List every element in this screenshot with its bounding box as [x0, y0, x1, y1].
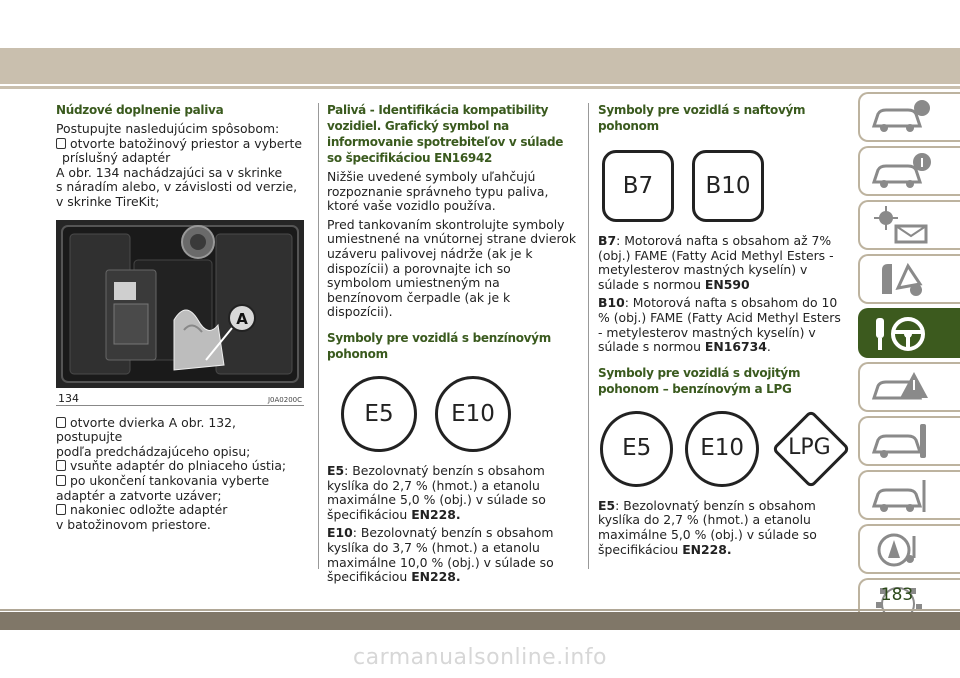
- column-divider-2: [588, 103, 589, 569]
- checkbox-bullet-icon: [56, 417, 66, 428]
- section-heading-diesel-symbols: Symboly pre vozidlá s naftovým pohonom: [598, 103, 806, 133]
- b7-label: B7: [598, 233, 617, 248]
- column-middle: [327, 102, 579, 585]
- step-5-text-cont: v batožinovom priestore.: [56, 516, 211, 532]
- trunk-tool-compartment-illustration: [56, 220, 304, 388]
- section-heading-dual-fuel-symbols: Symboly pre vozidlá s dvojitým pohonom – benzínovým a LPG: [598, 365, 801, 396]
- figure-callout-a: A: [236, 309, 248, 328]
- b10-label: B10: [598, 295, 625, 311]
- b10-description: : Motorová nafta s obsahom do 10 % (obj.) FAME (Fatty Acid Methyl Esters - metylesterov mastných kyselín) v súlade s normou: [598, 295, 841, 355]
- car-tools-icon: [868, 420, 934, 462]
- column-left: [56, 102, 304, 532]
- dual-fuel-symbol-row: [600, 409, 848, 489]
- checkbox-bullet-icon: [56, 475, 66, 486]
- step-4: [56, 474, 304, 489]
- note-line-1: A obr. 134 nachádzajúci sa v skrinke: [56, 164, 283, 180]
- tab-safety[interactable]: [858, 254, 960, 304]
- note-line-2: s náradím alebo, v závislosti od verzie,: [56, 179, 298, 195]
- intro-text: Postupujte nasledujúcim spôsobom:: [56, 121, 280, 136]
- tab-instruments[interactable]: [858, 146, 960, 196]
- symbol-b10-square: B10: [692, 150, 764, 222]
- paragraph-b7: [598, 234, 848, 292]
- tab-multimedia[interactable]: [858, 524, 960, 574]
- b10-period: .: [766, 339, 771, 355]
- step-2: [56, 416, 304, 445]
- step-3-text: vsuňte adaptér do plniaceho ústia;: [70, 458, 287, 474]
- music-nav-icon: [868, 528, 934, 570]
- step-3: [56, 459, 304, 474]
- seat-airbag-icon: [868, 258, 934, 300]
- step-4-text-cont: adaptér a zatvorte uzáver;: [56, 487, 222, 503]
- figure-number: 134: [58, 391, 79, 405]
- step-1: [56, 137, 304, 152]
- footer-rule: [0, 609, 960, 611]
- tab-technical-data[interactable]: [858, 470, 960, 520]
- tab-car-info[interactable]: [858, 92, 960, 142]
- symbol-e5-circle: E5: [341, 376, 417, 452]
- symbol-e10-circle: E10: [435, 376, 511, 452]
- b10-spec: EN16734: [704, 339, 767, 355]
- symbol-lpg-diamond: [771, 409, 848, 489]
- step-2-text: otvorte dvierka A obr. 132, postupujte: [56, 414, 236, 445]
- car-instrument-icon: [868, 150, 934, 192]
- step-5-text: nakoniec odložte adaptér: [70, 502, 228, 518]
- symbol-e5-circle-lpg: E5: [600, 411, 673, 487]
- paragraph-check-symbols: Pred tankovaním skontrolujte symboly umiestnené na vnútornej strane dvierok uzáveru palivovej nádrže (ak je k dispozícii) a porovnajte ich so symbolom umiestneným na benzínovom čerpadle (ak je k dispozícii).: [327, 216, 577, 320]
- section-heading-fuel-identification: Palivá - Identifikácia kompatibility vozidiel. Grafický symbol na informovanie spotrebiteľov v súlade so špecifikáciou EN16942: [327, 103, 564, 165]
- column-right: [598, 102, 848, 557]
- tab-lights-messages[interactable]: [858, 200, 960, 250]
- figure-caption: [56, 390, 304, 406]
- step-1-text: otvorte batožinový priestor a vyberte: [70, 135, 302, 151]
- header-band: [0, 48, 960, 84]
- note-line-3: v skrinke TireKit;: [56, 193, 160, 209]
- e5-description: : Bezolovnatý benzín s obsahom kyslíka do 2,7 % (hmot.) a etanolu maximálne 5,0 % (obj.) v súlade so špecifikáciou: [327, 462, 546, 522]
- paragraph-e10: [327, 526, 579, 584]
- figure-refuel-adapter-photo: [56, 220, 304, 388]
- light-message-icon: [868, 204, 934, 246]
- checkbox-bullet-icon: [56, 460, 66, 471]
- paragraph-b10: [598, 296, 848, 354]
- checkbox-bullet-icon: [56, 504, 66, 515]
- b7-description: : Motorová nafta s obsahom až 7% (obj.) FAME (Fatty Acid Methyl Esters - metylesterov mastných kyselín) v súlade s normou: [598, 233, 834, 292]
- e5-lpg-label: E5: [598, 497, 616, 513]
- e10-spec: EN228.: [411, 569, 461, 585]
- paragraph-e5: [327, 464, 579, 522]
- e5-lpg-spec: EN228.: [682, 541, 732, 557]
- step-2-text-cont: podľa predchádzajúceho opisu;: [56, 443, 251, 459]
- e10-description: : Bezolovnatý benzín s obsahom kyslíka do 3,7 % (hmot.) a etanolu maximálne 10,0 % (obj.) v súlade so špecifikáciou: [327, 525, 554, 585]
- paragraph-symbols-intro: Nižšie uvedené symboly uľahčujú rozpoznanie správneho typu paliva, ktoré vaše vozidlo používa.: [327, 169, 549, 214]
- symbol-e10-circle-lpg: E10: [685, 411, 758, 487]
- page-number: 183: [880, 585, 914, 605]
- car-info-icon: [868, 96, 934, 138]
- e5-spec: EN228.: [411, 506, 461, 522]
- symbol-b7-square: B7: [602, 150, 674, 222]
- tab-starting-driving[interactable]: [858, 308, 960, 358]
- section-heading-petrol-symbols: Symboly pre vozidlá s benzínovým pohonom: [327, 330, 551, 361]
- car-specs-icon: [868, 474, 934, 516]
- petrol-symbol-row: [341, 376, 579, 452]
- section-heading-emergency-refuel: Núdzové doplnenie paliva: [56, 103, 224, 117]
- chapter-tab-sidebar: [858, 92, 960, 632]
- step-5: [56, 503, 304, 518]
- e5-lpg-description: : Bezolovnatý benzín s obsahom kyslíka do 2,7 % (hmot.) a etanolu maximálne 5,0 % (obj.) v súlade so špecifikáciou: [598, 497, 817, 557]
- paragraph-e5-lpg: [598, 499, 848, 557]
- step-4-text: po ukončení tankovania vyberte: [70, 472, 270, 488]
- watermark-text: carmanualsonline.info: [353, 645, 607, 670]
- footer-band: [0, 612, 960, 630]
- column-divider-1: [318, 103, 319, 569]
- e5-label: E5: [327, 462, 345, 478]
- tab-emergency[interactable]: [858, 362, 960, 412]
- lpg-label: LPG: [788, 435, 831, 461]
- step-1-text-cont: príslušný adaptér: [62, 150, 171, 166]
- b7-spec: EN590: [704, 276, 750, 292]
- tab-servicing[interactable]: [858, 416, 960, 466]
- key-steering-wheel-icon: [868, 312, 934, 354]
- checkbox-bullet-icon: [56, 138, 66, 149]
- header-rule: [0, 86, 960, 89]
- figure-code: J0A0200C: [267, 395, 302, 404]
- e10-label: E10: [327, 525, 353, 541]
- diesel-symbol-row: [602, 150, 848, 222]
- car-warning-icon: [868, 366, 934, 408]
